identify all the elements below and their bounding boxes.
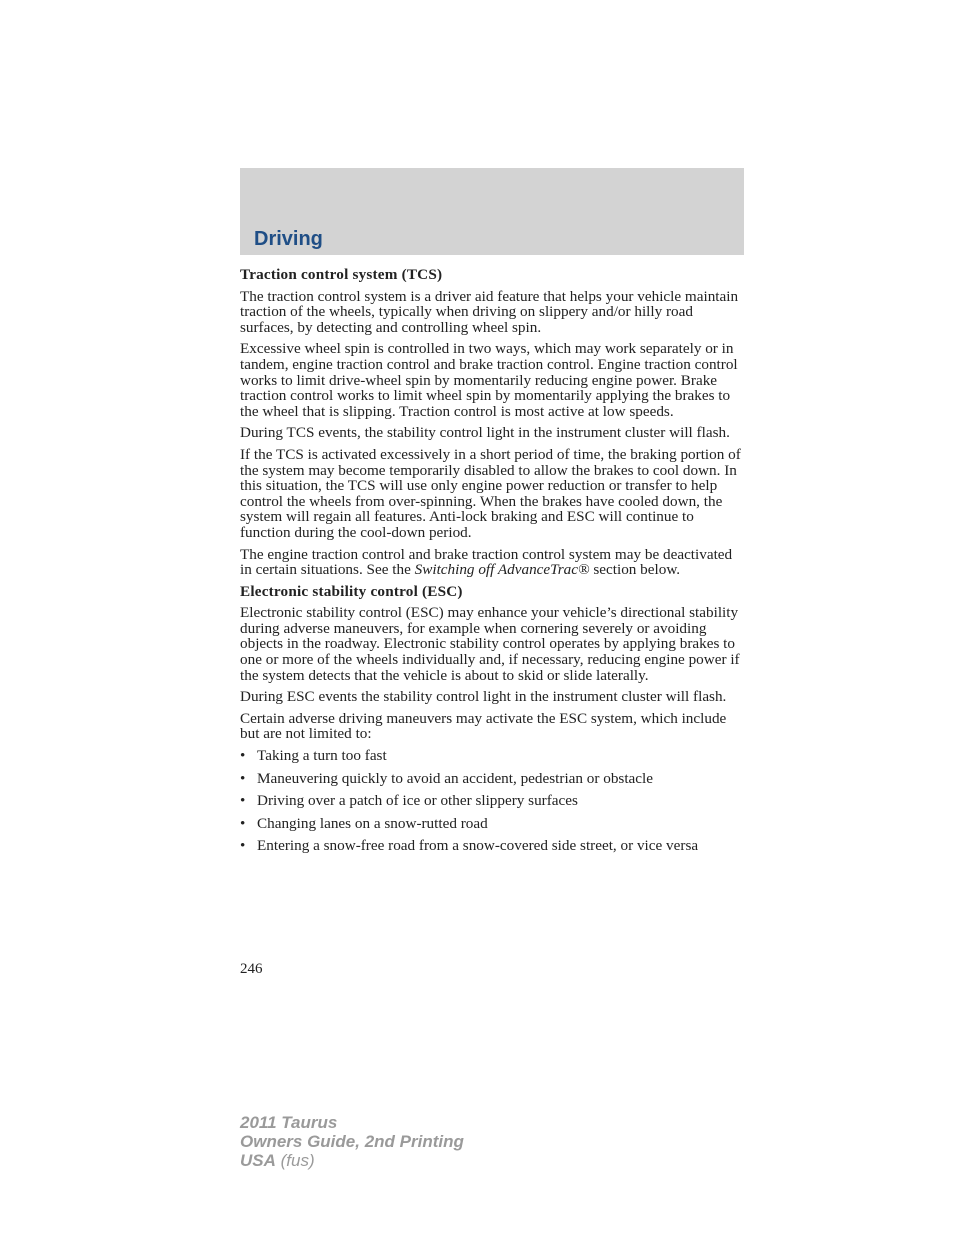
tcs-paragraph-5 [240,547,746,578]
tcs-paragraph-3: During TCS events, the stability control light in the instrument cluster will flash. [240,424,730,442]
list-item-text: Entering a snow-free road from a snow-covered side street, or vice versa [257,837,699,855]
bullet-icon: • [240,769,246,787]
list-item-text: Taking a turn too fast [257,747,387,765]
tcs-paragraph-4: If the TCS is activated excessively in a short period of time, the braking portion of the system may become temporarily disabled to allow the brakes to cool down. In this situation, the TCS will use only engine power reduction or transfer to help control the wheels from over-spinning. When the brakes have cooled down, the system will regain all features. Anti-lock braking and ESC will continue to function during the cool-down period. [240,445,741,541]
page-number: 246 [240,961,263,977]
esc-paragraph-2: During ESC events the stability control light in the instrument cluster will flash. [240,688,727,706]
tcs-paragraph-2: Excessive wheel spin is controlled in two ways, which may work separately or in tandem, engine traction control and brake traction control. Engine traction control works to limit drive-wheel spin by momentarily reducing engine power. Brake traction control works to limit wheel spin by momentarily applying the brakes to the wheel that is slipping. Traction control is most active at low speeds. [240,340,738,420]
tcs-heading: Traction control system (TCS) [240,266,443,283]
tcs-p5-text-end: section below. [589,561,681,579]
page-content [240,267,746,861]
esc-heading: Electronic stability control (ESC) [240,582,463,600]
bullet-icon: • [240,837,246,855]
document-footer [240,1113,464,1170]
advancetrac-reference: Switching off AdvanceTrac® [414,561,590,579]
list-item-text: Changing lanes on a snow-rutted road [257,814,488,832]
tcs-paragraph-1: The traction control system is a driver aid feature that helps your vehicle maintain traction of the wheels, typically when driving on slippery and/or hilly road surfaces, by detecting and controlling wheel spin. [240,287,739,336]
footer-edition-line: Owners Guide, 2nd Printing [240,1132,464,1151]
list-item [240,816,746,832]
list-item [240,771,746,787]
footer-region-line [240,1151,464,1170]
list-item-text: Driving over a patch of ice or other slippery surfaces [257,792,578,810]
list-item [240,793,746,809]
list-item-text: Maneuvering quickly to avoid an accident, pedestrian or obstacle [257,769,654,787]
bullet-icon: • [240,792,246,810]
section-title: Driving [254,228,323,250]
bullet-icon: • [240,747,246,765]
tcs-p5-text-start: The engine traction control and brake traction control system may be deactivated in certain situations. See the [240,545,733,579]
esc-paragraph-1: Electronic stability control (ESC) may enhance your vehicle’s directional stability during adverse maneuvers, for example when cornering severely or avoiding objects in the roadway. Electronic stability control operates by applying brakes to one or more of the wheels individually and, if necessary, reducing engine power if the system detects that the vehicle is about to skid or slide laterally. [240,604,740,684]
esc-paragraph-3: Certain adverse driving maneuvers may activate the ESC system, which include but are not limited to: [240,709,727,743]
footer-region: USA [240,1151,276,1170]
footer-region-code: (fus) [275,1151,315,1170]
list-item [240,838,746,854]
esc-maneuver-list [240,748,746,854]
bullet-icon: • [240,814,246,832]
section-header-band [240,168,744,255]
list-item [240,748,746,764]
footer-model-line: 2011 Taurus [240,1113,338,1132]
